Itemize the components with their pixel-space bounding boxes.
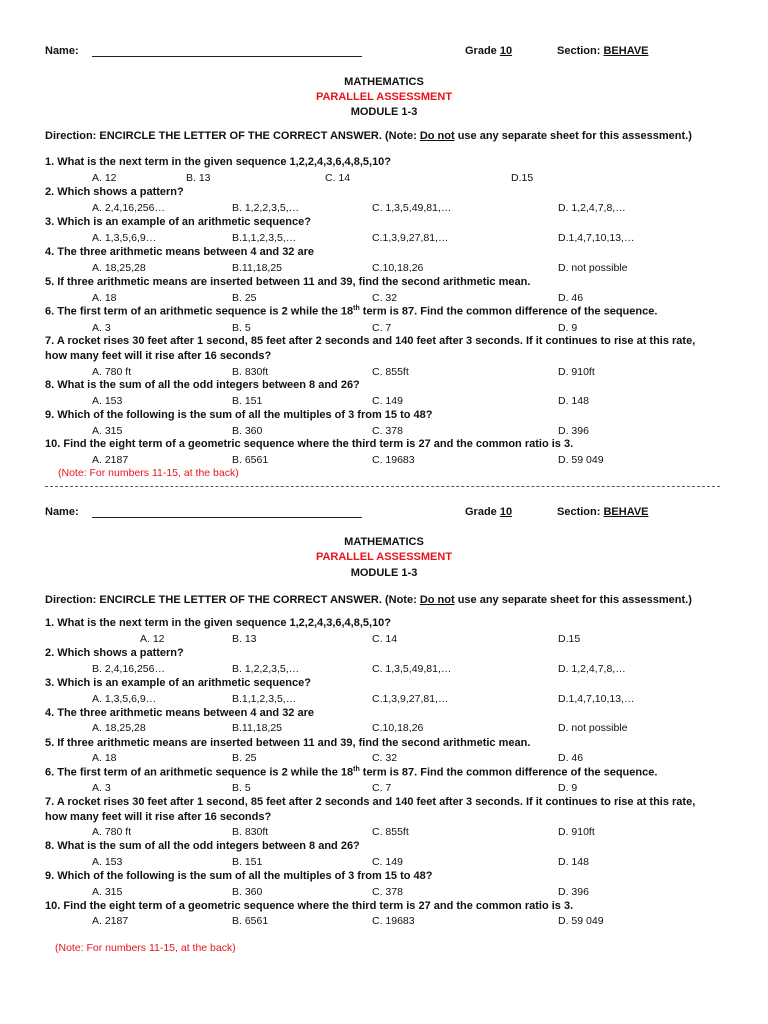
choice-a[interactable]: A. 780 ft — [92, 366, 132, 378]
choice-b[interactable]: B. 13 — [186, 172, 211, 184]
choice-c[interactable]: C. 7 — [372, 782, 392, 794]
choice-b[interactable]: B. 25 — [232, 292, 257, 304]
question-2: 2. Which shows a pattern? — [45, 186, 184, 198]
choice-c[interactable]: C. 32 — [372, 752, 398, 764]
choice-d[interactable]: D. 59 049 — [558, 454, 604, 466]
assessment-title: PARALLEL ASSESSMENT — [315, 91, 453, 103]
choice-d[interactable]: D. 46 — [558, 752, 584, 764]
choice-a[interactable]: A. 153 — [92, 856, 123, 868]
question-6: 6. The first term of an arithmetic sequence is 2 while the 18th term is 87. Find the common difference of the sequence. — [45, 305, 658, 318]
question-9: 9. Which of the following is the sum of all the multiples of 3 from 15 to 48? — [45, 870, 433, 882]
choice-b[interactable]: B.11,18,25 — [232, 262, 283, 274]
choice-b[interactable]: B.11,18,25 — [232, 722, 283, 734]
choice-b[interactable]: B. 830ft — [232, 366, 269, 378]
question-7-line-2: how many feet will it rise after 16 seconds? — [45, 350, 272, 362]
choice-d[interactable]: D. not possible — [558, 722, 628, 734]
choice-a[interactable]: A. 2,4,16,256… — [92, 202, 165, 214]
question-10: 10. Find the eight term of a geometric sequence where the third term is 27 and the common ratio is 3. — [45, 900, 574, 912]
choice-d[interactable]: D. 396 — [558, 886, 589, 898]
choice-d[interactable]: D.1,4,7,10,13,… — [558, 232, 635, 244]
choice-a[interactable]: A. 2187 — [92, 454, 129, 466]
cut-line — [45, 486, 720, 487]
choice-a[interactable]: A. 780 ft — [92, 826, 132, 838]
question-8: 8. What is the sum of all the odd integers between 8 and 26? — [45, 379, 360, 391]
choice-b[interactable]: B. 6561 — [232, 454, 269, 466]
choice-c[interactable]: C. 19683 — [372, 454, 415, 466]
choice-c[interactable]: C.10,18,26 — [372, 262, 424, 274]
name-blank-line[interactable] — [92, 56, 362, 57]
question-6: 6. The first term of an arithmetic sequence is 2 while the 18th term is 87. Find the common difference of the sequence. — [45, 766, 658, 779]
grade-label: Grade 10 — [465, 45, 513, 57]
choice-b[interactable]: B. 13 — [232, 633, 257, 645]
choice-b[interactable]: B. 1,2,2,3,5,… — [232, 202, 300, 214]
name-label: Name: — [45, 506, 79, 518]
choice-c[interactable]: C. 378 — [372, 886, 403, 898]
choice-c[interactable]: C. 19683 — [372, 915, 415, 927]
grade-label: Grade 10 — [465, 506, 513, 518]
choice-a[interactable]: A. 18 — [92, 292, 117, 304]
choice-a[interactable]: A. 3 — [92, 322, 111, 334]
question-5: 5. If three arithmetic means are inserted between 11 and 39, find the second arithmetic mean. — [45, 737, 531, 749]
choice-b[interactable]: B. 25 — [232, 752, 257, 764]
choice-d[interactable]: D. 396 — [558, 425, 589, 437]
choice-c[interactable]: C. 14 — [372, 633, 398, 645]
choice-a[interactable]: A. 315 — [92, 886, 123, 898]
module-heading: MODULE 1-3 — [350, 567, 418, 579]
question-4: 4. The three arithmetic means between 4 and 32 are — [45, 707, 314, 719]
choice-a[interactable]: A. 12 — [140, 633, 165, 645]
choice-c[interactable]: C. 7 — [372, 322, 392, 334]
direction-text: Direction: ENCIRCLE THE LETTER OF THE CORRECT ANSWER. (Note: Do not use any separate sheet for this assessment.) — [45, 130, 692, 142]
question-1: 1. What is the next term in the given sequence 1,2,2,4,3,6,4,8,5,10? — [45, 156, 392, 168]
name-label: Name: — [45, 45, 79, 57]
choice-d[interactable]: D.15 — [558, 633, 581, 645]
choice-d[interactable]: D. 910ft — [558, 826, 595, 838]
assessment-title: PARALLEL ASSESSMENT — [315, 551, 453, 563]
question-8: 8. What is the sum of all the odd integers between 8 and 26? — [45, 840, 360, 852]
question-1: 1. What is the next term in the given sequence 1,2,2,4,3,6,4,8,5,10? — [45, 617, 392, 629]
choice-d[interactable]: D. 9 — [558, 322, 578, 334]
choice-a[interactable]: A. 2187 — [92, 915, 129, 927]
choice-c[interactable]: C.1,3,9,27,81,… — [372, 693, 449, 705]
choice-c[interactable]: C. 1,3,5,49,81,… — [372, 202, 452, 214]
choice-c[interactable]: C. 378 — [372, 425, 403, 437]
choice-c[interactable]: C. 32 — [372, 292, 398, 304]
choice-a[interactable]: A. 1,3,5,6,9… — [92, 232, 157, 244]
subject-heading: MATHEMATICS — [344, 76, 424, 88]
choice-d[interactable]: D. 1,2,4,7,8,… — [558, 663, 626, 675]
choice-c[interactable]: C. 1,3,5,49,81,… — [372, 663, 452, 675]
choice-b[interactable]: B. 5 — [232, 322, 251, 334]
choice-b[interactable]: B. 360 — [232, 425, 263, 437]
question-7: 7. A rocket rises 30 feet after 1 second, 85 feet after 2 seconds and 140 feet after 3 seconds. If it continues to rise at this rate, — [45, 335, 696, 347]
choice-d[interactable]: D.1,4,7,10,13,… — [558, 693, 635, 705]
choice-a[interactable]: A. 1,3,5,6,9… — [92, 693, 157, 705]
choice-c[interactable]: C. 149 — [372, 856, 403, 868]
choice-b[interactable]: B. 360 — [232, 886, 263, 898]
choice-a[interactable]: A. 18,25,28 — [92, 262, 146, 274]
choice-b[interactable]: B.1,1,2,3,5,… — [232, 693, 297, 705]
choice-c[interactable]: C. 14 — [325, 172, 351, 184]
direction-text: Direction: ENCIRCLE THE LETTER OF THE CORRECT ANSWER. (Note: Do not use any separate sheet for this assessment.) — [45, 594, 692, 606]
choice-c[interactable]: C.1,3,9,27,81,… — [372, 232, 449, 244]
choice-a[interactable]: B. 2,4,16,256… — [92, 663, 165, 675]
choice-d[interactable]: D. 148 — [558, 395, 589, 407]
choice-b[interactable]: B. 830ft — [232, 826, 269, 838]
choice-b[interactable]: B. 151 — [232, 395, 263, 407]
choice-b[interactable]: B. 1,2,2,3,5,… — [232, 663, 300, 675]
choice-a[interactable]: A. 3 — [92, 782, 111, 794]
choice-d[interactable]: D. 59 049 — [558, 915, 604, 927]
back-note: (Note: For numbers 11-15, at the back) — [55, 942, 236, 954]
choice-b[interactable]: B. 5 — [232, 782, 251, 794]
question-9: 9. Which of the following is the sum of all the multiples of 3 from 15 to 48? — [45, 409, 433, 421]
choice-c[interactable]: C. 855ft — [372, 366, 409, 378]
choice-a[interactable]: A. 12 — [92, 172, 117, 184]
choice-b[interactable]: B.1,1,2,3,5,… — [232, 232, 297, 244]
question-10: 10. Find the eight term of a geometric sequence where the third term is 27 and the common ratio is 3. — [45, 438, 574, 450]
choice-a[interactable]: A. 18,25,28 — [92, 722, 146, 734]
question-4: 4. The three arithmetic means between 4 and 32 are — [45, 246, 314, 258]
section-label: Section: BEHAVE — [557, 45, 649, 57]
choice-d[interactable]: D.15 — [511, 172, 534, 184]
choice-b[interactable]: B. 6561 — [232, 915, 269, 927]
question-3: 3. Which is an example of an arithmetic sequence? — [45, 216, 311, 228]
choice-d[interactable]: D. 9 — [558, 782, 578, 794]
choice-d[interactable]: D. 46 — [558, 292, 584, 304]
question-7-line-2: how many feet will it rise after 16 seconds? — [45, 811, 272, 823]
choice-d[interactable]: D. 148 — [558, 856, 589, 868]
choice-a[interactable]: A. 18 — [92, 752, 117, 764]
choice-d[interactable]: D. not possible — [558, 262, 628, 274]
section-label: Section: BEHAVE — [557, 506, 649, 518]
name-blank-line[interactable] — [92, 517, 362, 518]
choice-a[interactable]: A. 315 — [92, 425, 123, 437]
module-heading: MODULE 1-3 — [350, 106, 418, 118]
choice-c[interactable]: C. 149 — [372, 395, 403, 407]
choice-b[interactable]: B. 151 — [232, 856, 263, 868]
question-2: 2. Which shows a pattern? — [45, 647, 184, 659]
choice-d[interactable]: D. 1,2,4,7,8,… — [558, 202, 626, 214]
choice-c[interactable]: C.10,18,26 — [372, 722, 424, 734]
question-7: 7. A rocket rises 30 feet after 1 second, 85 feet after 2 seconds and 140 feet after 3 seconds. If it continues to rise at this rate, — [45, 796, 696, 808]
question-3: 3. Which is an example of an arithmetic sequence? — [45, 677, 311, 689]
back-note: (Note: For numbers 11-15, at the back) — [58, 467, 239, 479]
choice-a[interactable]: A. 153 — [92, 395, 123, 407]
question-5: 5. If three arithmetic means are inserted between 11 and 39, find the second arithmetic mean. — [45, 276, 531, 288]
subject-heading: MATHEMATICS — [344, 536, 424, 548]
choice-c[interactable]: C. 855ft — [372, 826, 409, 838]
choice-d[interactable]: D. 910ft — [558, 366, 595, 378]
